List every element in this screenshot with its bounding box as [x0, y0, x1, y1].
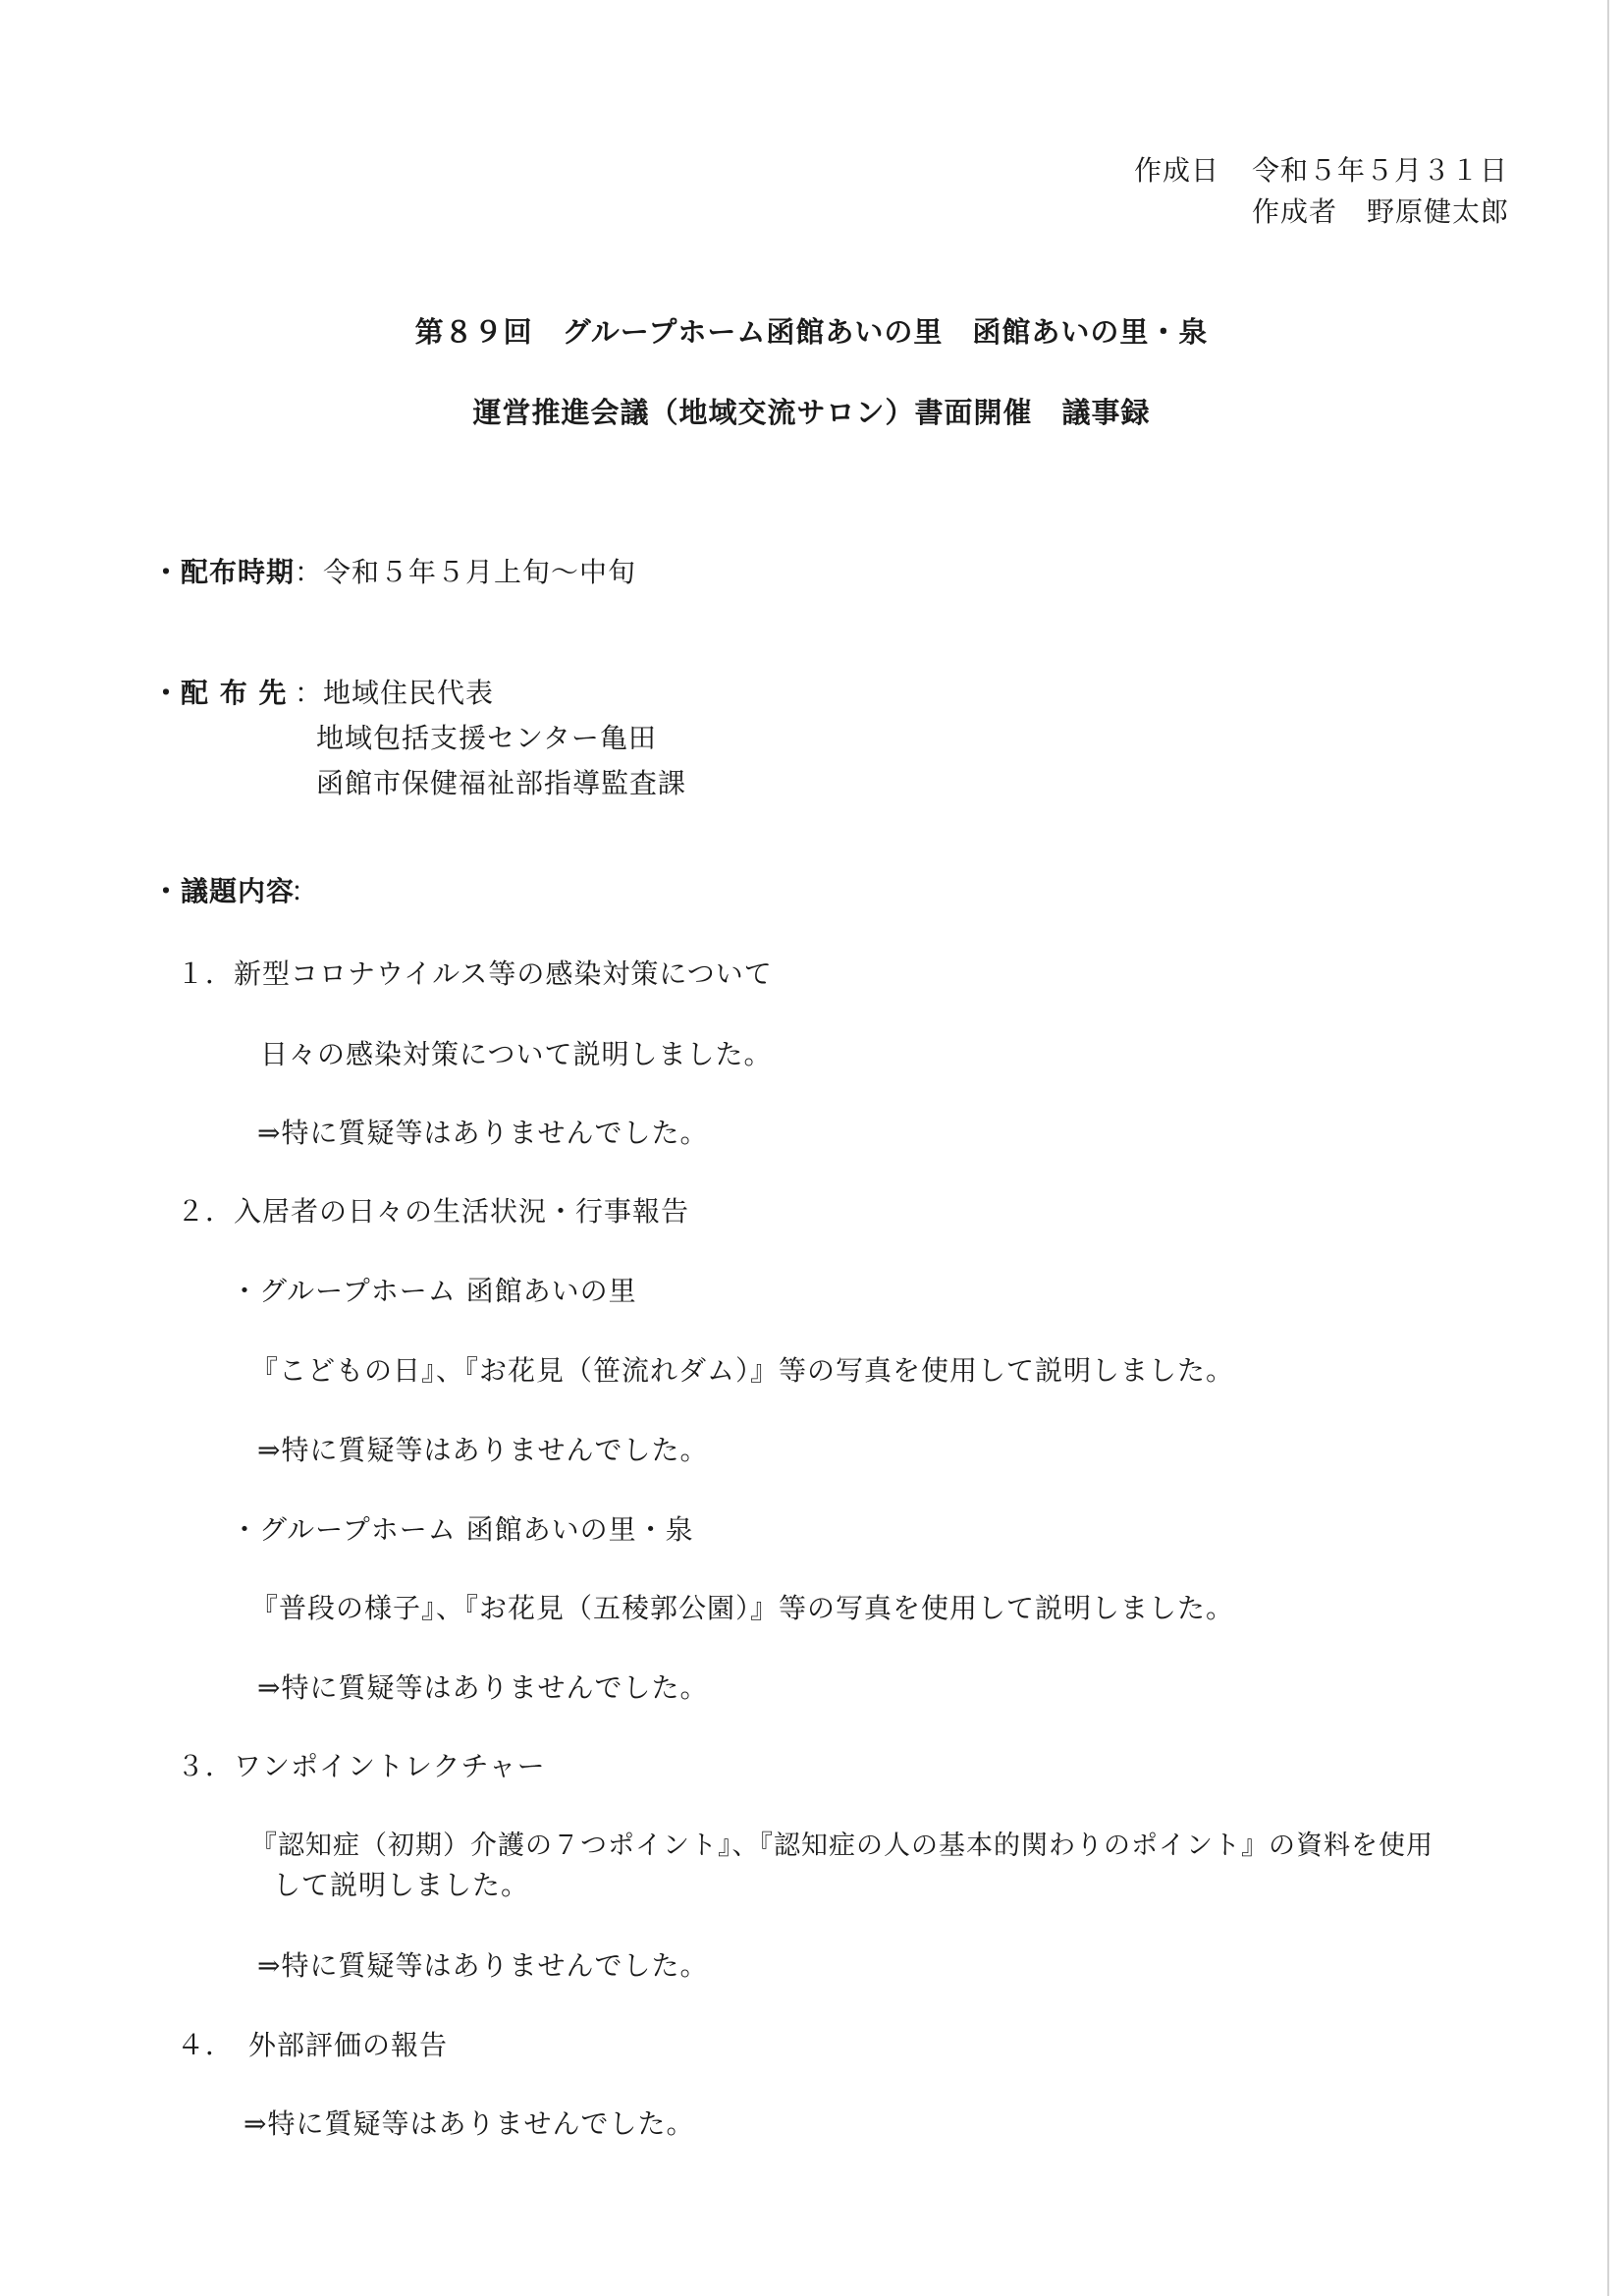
distribution-period-value: ：令和５年５月上旬～中旬	[295, 556, 637, 588]
facility-2-result: ⇒特に質疑等はありませんでした。	[257, 1671, 709, 1704]
agenda-item-3-detail-line-2: して説明しました。	[273, 1869, 530, 1901]
facility-1-name: ・グループホーム 函館あいの里	[231, 1275, 637, 1307]
agenda-item-3-detail-line-1: 『認知症（初期）介護の７つポイント』、『認知症の人の基本的関わりのポイント』の資料を使用	[250, 1831, 1434, 1861]
agenda-item-2-heading: ２．入居者の日々の生活状況・行事報告	[177, 1195, 690, 1228]
agenda-item-1-detail: 日々の感染対策について説明しました。	[260, 1038, 773, 1070]
distribution-target-item: ：地域住民代表	[295, 677, 495, 709]
facility-1-result: ⇒特に質疑等はありませんでした。	[257, 1434, 709, 1466]
distribution-target-item: 函館市保健福祉部指導監査課	[316, 767, 687, 799]
facility-1-detail: 『こどもの日』、『お花見（笹流れダム）』等の写真を使用して説明しました。	[250, 1354, 1235, 1387]
agenda-item-4-heading: ４． 外部評価の報告	[177, 2029, 449, 2061]
agenda-label-colon: ：	[291, 875, 320, 907]
agenda-item-1-result: ⇒特に質疑等はありませんでした。	[257, 1117, 709, 1149]
created-date: 令和５年５月３１日	[1252, 154, 1509, 187]
agenda-item-4-result: ⇒特に質疑等はありませんでした。	[243, 2107, 695, 2140]
agenda-label: ・議題内容	[152, 875, 296, 907]
agenda-item-3-heading: ３．ワンポイントレクチャー	[177, 1750, 546, 1782]
created-date-label: 作成日	[1134, 154, 1220, 187]
distribution-target-item: 地域包括支援センター亀田	[316, 722, 657, 754]
agenda-item-3-result: ⇒特に質疑等はありませんでした。	[257, 1949, 709, 1982]
distribution-targets-label: ・配 布 先	[152, 677, 288, 709]
document-title-line-1: 第８９回 グループホーム函館あいの里 函館あいの里・泉	[414, 315, 1209, 349]
author-name: 野原健太郎	[1367, 195, 1510, 228]
facility-2-detail: 『普段の様子』、『お花見（五稜郭公園）』等の写真を使用して説明しました。	[250, 1592, 1235, 1624]
author-label: 作成者	[1252, 195, 1338, 228]
facility-2-name: ・グループホーム 函館あいの里・泉	[231, 1513, 694, 1546]
distribution-period-label: ・配布時期	[152, 556, 296, 588]
agenda-item-1-heading: １．新型コロナウイルス等の感染対策について	[177, 957, 773, 990]
document-title-line-2: 運営推進会議（地域交流サロン）書面開催 議事録	[472, 396, 1151, 429]
